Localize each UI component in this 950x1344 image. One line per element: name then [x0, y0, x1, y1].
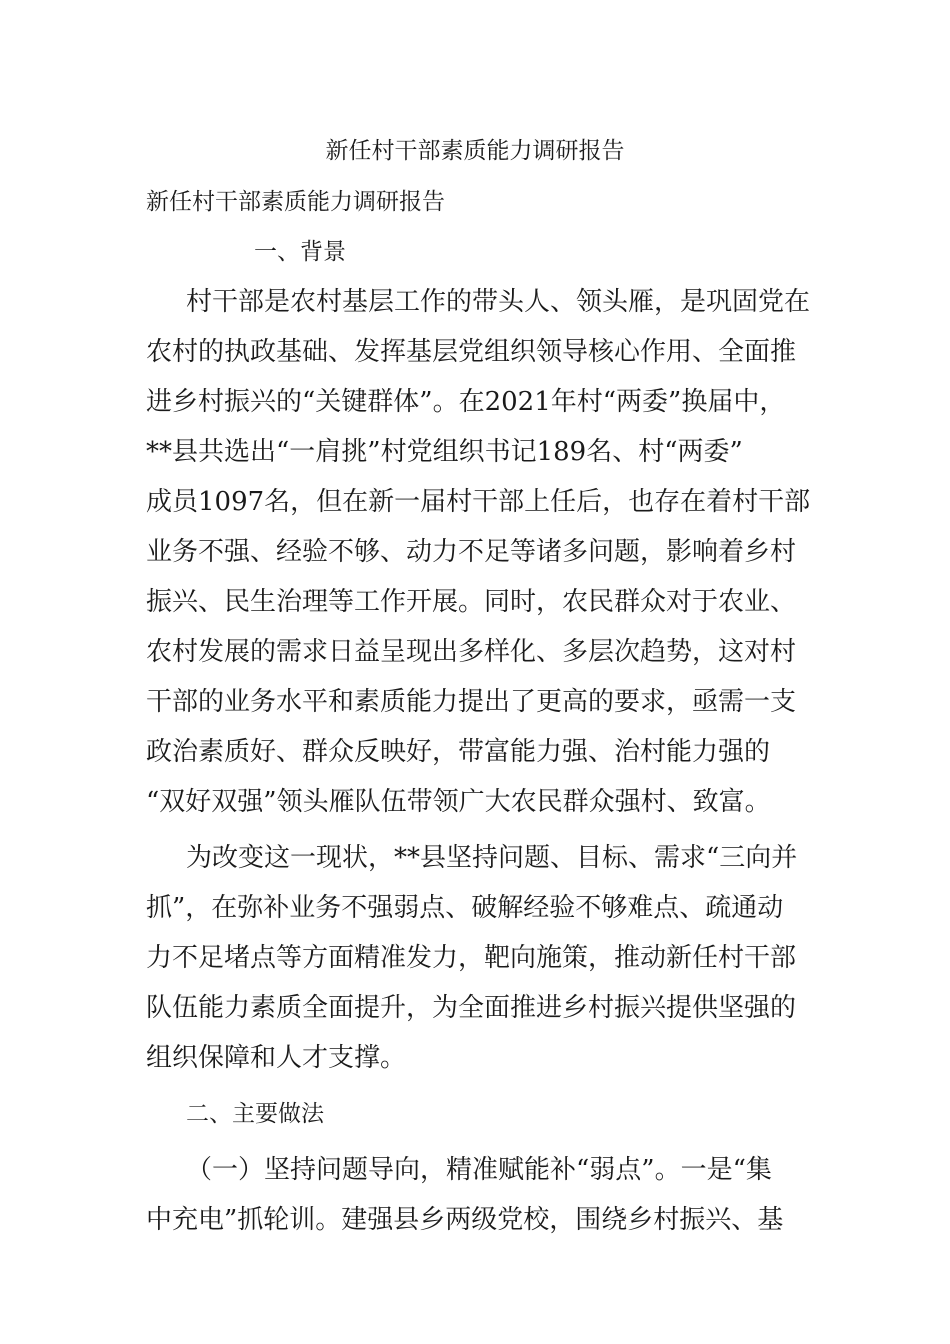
paragraph-measures-summary: [146, 837, 826, 1087]
paragraph-line: 中充电”抓轮训。建强县乡两级党校，围绕乡村振兴、基: [146, 1205, 784, 1235]
section-heading-main-practices: 二、主要做法: [186, 1101, 324, 1127]
paragraph-line: 干部的业务水平和素质能力提出了更高的要求，亟需一支: [146, 687, 797, 717]
paragraph-line: 业务不强、经验不够、动力不足等诸多问题，影响着乡村: [146, 537, 797, 567]
paragraph-line: 进乡村振兴的“关键群体”。在2021年村“两委”换届中，: [146, 387, 786, 417]
paragraph-line: **县共选出“一肩挑”村党组织书记189名、村“两委”: [146, 437, 743, 467]
paragraph-line: 抓”，在弥补业务不强弱点、破解经验不够难点、疏通动: [146, 893, 784, 923]
paragraph-line: 政治素质好、群众反映好，带富能力强、治村能力强的: [146, 737, 771, 767]
paragraph-line: 成员1097名，但在新一届村干部上任后，也存在着村干部: [146, 487, 811, 517]
paragraph-line: （一）坚持问题导向，精准赋能补“弱点”。一是“集: [186, 1155, 772, 1185]
paragraph-line: 为改变这一现状，**县坚持问题、目标、需求“三向并: [186, 843, 798, 873]
paragraph-problem-oriented: [146, 1149, 826, 1249]
paragraph-background: [146, 281, 826, 831]
section-heading-background: 一、背景: [254, 239, 346, 265]
document-subtitle: 新任村干部素质能力调研报告: [146, 189, 445, 215]
paragraph-line: 组织保障和人才支撑。: [146, 1043, 407, 1073]
paragraph-line: 力不足堵点等方面精准发力，靶向施策，推动新任村干部: [146, 943, 797, 973]
paragraph-line: “双好双强”领头雁队伍带领广大农民群众强村、致富。: [146, 787, 771, 817]
document-body: [146, 181, 826, 1249]
paragraph-line: 振兴、民生治理等工作开展。同时，农民群众对于农业、: [146, 587, 797, 617]
paragraph-line: 农村发展的需求日益呈现出多样化、多层次趋势，这对村: [146, 637, 797, 667]
paragraph-line: 农村的执政基础、发挥基层党组织领导核心作用、全面推: [146, 337, 797, 367]
paragraph-line: 村干部是农村基层工作的带头人、领头雁，是巩固党在: [186, 287, 811, 317]
paragraph-line: 队伍能力素质全面提升，为全面推进乡村振兴提供坚强的: [146, 993, 797, 1023]
document-title: 新任村干部素质能力调研报告: [325, 138, 625, 164]
